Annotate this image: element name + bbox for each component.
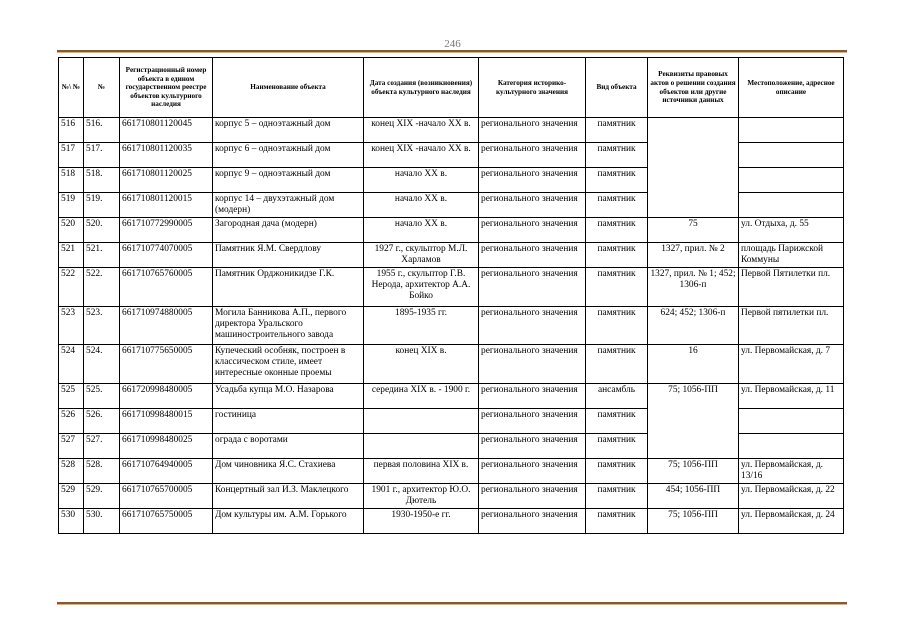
row-creation-date: начало XX в.	[364, 193, 479, 218]
header-object-kind: Вид объекта	[586, 58, 648, 118]
row-legal-acts: 1327, прил. № 1; 452; 1306-п	[648, 268, 739, 307]
row-object-name: корпус 9 – одноэтажный дом	[213, 168, 364, 193]
header-rule	[57, 50, 847, 53]
row-reg-number: 661710774070005	[120, 243, 213, 268]
row-creation-date: 1955 г., скульптор Г.В. Нерода, архитектор А.А. Бойко	[364, 268, 479, 307]
row-creation-date: 1895-1935 гг.	[364, 307, 479, 345]
row-object-kind: памятник	[586, 459, 648, 484]
row-idx: 529	[59, 484, 84, 509]
row-idx: 526	[59, 409, 84, 434]
row-legal-acts: 1327, прил. № 2	[648, 243, 739, 268]
row-num: 528.	[84, 459, 120, 484]
row-object-name: Купеческий особняк, построен в классическом стиле, имеет интересные оконные проемы	[213, 345, 364, 384]
table-row	[59, 268, 844, 307]
row-reg-number: 661710764940005	[120, 459, 213, 484]
row-location: ул. Первомайская, д. 24	[739, 509, 844, 534]
page-number: 246	[444, 38, 461, 50]
table-row	[59, 484, 844, 509]
row-category: регионального значения	[479, 118, 586, 143]
row-idx: 516	[59, 118, 84, 143]
header-num: №	[84, 58, 120, 118]
row-legal-acts: 454; 1056-ПП	[648, 484, 739, 509]
header-creation-date: Дата создания (возникновения) объекта культурного наследия	[364, 58, 479, 118]
row-creation-date: 1927 г., скульптор М.Л. Харламов	[364, 243, 479, 268]
row-reg-number: 661710801120035	[120, 143, 213, 168]
row-num: 526.	[84, 409, 120, 434]
row-idx: 518	[59, 168, 84, 193]
row-reg-number: 661710974880005	[120, 307, 213, 345]
row-location: площадь Парижской Коммуны	[739, 243, 844, 268]
row-object-kind: памятник	[586, 193, 648, 218]
row-reg-number: 661710998480025	[120, 434, 213, 459]
row-location	[739, 168, 844, 193]
row-num: 529.	[84, 484, 120, 509]
row-object-name: Памятник Я.М. Свердлову	[213, 243, 364, 268]
row-legal-acts: 75; 1056-ПП	[648, 509, 739, 534]
row-reg-number: 661710801120015	[120, 193, 213, 218]
row-category: регионального значения	[479, 307, 586, 345]
row-object-kind: памятник	[586, 409, 648, 434]
row-idx: 522	[59, 268, 84, 307]
row-idx: 525	[59, 384, 84, 409]
header-row	[59, 58, 844, 118]
row-category: регионального значения	[479, 193, 586, 218]
row-reg-number: 661710775650005	[120, 345, 213, 384]
header-object-name: Наименование объекта	[213, 58, 364, 118]
row-object-kind: памятник	[586, 243, 648, 268]
row-reg-number: 661710801120045	[120, 118, 213, 143]
row-idx: 517	[59, 143, 84, 168]
row-object-name: Дом культуры им. А.М. Горького	[213, 509, 364, 534]
row-creation-date: 1930-1950-е гг.	[364, 509, 479, 534]
row-location: Первой Пятилетки пл.	[739, 268, 844, 307]
row-legal-acts: 75; 1056-ПП	[648, 459, 739, 484]
row-category: регионального значения	[479, 143, 586, 168]
row-location: ул. Первомайская, д. 13/16	[739, 459, 844, 484]
row-category: регионального значения	[479, 409, 586, 434]
row-creation-date: середина XIX в. - 1900 г.	[364, 384, 479, 409]
table-row	[59, 243, 844, 268]
row-location	[739, 143, 844, 168]
header-legal-acts: Реквизиты правовых актов о решении создания объектов или другие источники данных	[648, 58, 739, 118]
row-reg-number: 661710998480015	[120, 409, 213, 434]
row-object-kind: памятник	[586, 434, 648, 459]
row-idx: 519	[59, 193, 84, 218]
row-object-name: ограда с воротами	[213, 434, 364, 459]
table-row	[59, 509, 844, 534]
row-location: ул. Первомайская, д. 7	[739, 345, 844, 384]
row-num: 517.	[84, 143, 120, 168]
row-location: ул. Первомайская, д. 22	[739, 484, 844, 509]
row-category: регионального значения	[479, 345, 586, 384]
row-category: регионального значения	[479, 434, 586, 459]
row-num: 519.	[84, 193, 120, 218]
row-num: 521.	[84, 243, 120, 268]
row-location: ул. Первомайская, д. 11	[739, 384, 844, 409]
row-reg-number: 661710801120025	[120, 168, 213, 193]
row-object-name: корпус 14 – двухэтажный дом (модерн)	[213, 193, 364, 218]
table-row	[59, 118, 844, 143]
row-idx: 523	[59, 307, 84, 345]
row-creation-date: конец XIX в.	[364, 345, 479, 384]
row-category: регионального значения	[479, 484, 586, 509]
row-num: 530.	[84, 509, 120, 534]
row-num: 518.	[84, 168, 120, 193]
row-legal-acts: 75; 1056-ПП	[648, 384, 739, 459]
row-object-name: Дом чиновника Я.С. Стахиева	[213, 459, 364, 484]
row-category: регионального значения	[479, 168, 586, 193]
row-idx: 530	[59, 509, 84, 534]
header-location: Местоположение, адресное описание	[739, 58, 844, 118]
row-object-kind: памятник	[586, 345, 648, 384]
row-creation-date: конец XIX -начало XX в.	[364, 118, 479, 143]
table-row	[59, 218, 844, 243]
row-num: 523.	[84, 307, 120, 345]
row-object-kind: ансамбль	[586, 384, 648, 409]
row-creation-date	[364, 409, 479, 434]
row-object-kind: памятник	[586, 307, 648, 345]
row-creation-date: первая половина XIX в.	[364, 459, 479, 484]
row-object-name: корпус 6 – одноэтажный дом	[213, 143, 364, 168]
row-idx: 521	[59, 243, 84, 268]
row-category: регионального значения	[479, 268, 586, 307]
row-num: 522.	[84, 268, 120, 307]
row-object-name: Могила Банникова А.П., первого директора Уральского машиностроительного завода	[213, 307, 364, 345]
row-object-kind: памятник	[586, 143, 648, 168]
row-location	[739, 193, 844, 218]
row-reg-number: 661720998480005	[120, 384, 213, 409]
row-idx: 527	[59, 434, 84, 459]
row-creation-date: начало XX в.	[364, 168, 479, 193]
row-num: 516.	[84, 118, 120, 143]
row-creation-date: начало XX в.	[364, 218, 479, 243]
row-object-name: корпус 5 – одноэтажный дом	[213, 118, 364, 143]
row-object-kind: памятник	[586, 484, 648, 509]
row-num: 520.	[84, 218, 120, 243]
row-location: ул. Отдыха, д. 55	[739, 218, 844, 243]
row-idx: 524	[59, 345, 84, 384]
table-row	[59, 384, 844, 409]
row-num: 524.	[84, 345, 120, 384]
row-reg-number: 661710765760005	[120, 268, 213, 307]
row-category: регионального значения	[479, 384, 586, 409]
row-category: регионального значения	[479, 243, 586, 268]
header-idx: №\ №	[59, 58, 84, 118]
row-reg-number: 661710765700005	[120, 484, 213, 509]
row-category: регионального значения	[479, 509, 586, 534]
row-object-name: Усадьба купца М.О. Назарова	[213, 384, 364, 409]
row-category: регионального значения	[479, 459, 586, 484]
row-object-kind: памятник	[586, 218, 648, 243]
row-legal-acts: 624; 452; 1306-п	[648, 307, 739, 345]
row-num: 525.	[84, 384, 120, 409]
header-reg-number: Регистрационный номер объекта в едином государственном реестре объектов культурного наследия	[120, 58, 213, 118]
row-location: Первой пятилетки пл.	[739, 307, 844, 345]
table-row	[59, 307, 844, 345]
row-idx: 520	[59, 218, 84, 243]
heritage-registry-table	[58, 57, 844, 534]
row-object-name: Концертный зал И.З. Маклецкого	[213, 484, 364, 509]
row-creation-date: конец XIX -начало XX в.	[364, 143, 479, 168]
row-location	[739, 118, 844, 143]
row-idx: 528	[59, 459, 84, 484]
footer-rule	[57, 602, 847, 605]
row-creation-date: 1901 г., архитектор Ю.О. Дютель	[364, 484, 479, 509]
row-reg-number: 661710765750005	[120, 509, 213, 534]
row-object-kind: памятник	[586, 509, 648, 534]
row-object-kind: памятник	[586, 168, 648, 193]
row-location	[739, 409, 844, 434]
row-object-name: Памятник Орджоникидзе Г.К.	[213, 268, 364, 307]
row-location	[739, 434, 844, 459]
header-category: Категория историко-культурного значения	[479, 58, 586, 118]
row-object-kind: памятник	[586, 268, 648, 307]
row-legal-acts: 16	[648, 345, 739, 384]
row-creation-date	[364, 434, 479, 459]
row-legal-acts	[648, 118, 739, 218]
row-num: 527.	[84, 434, 120, 459]
row-object-name: гостиница	[213, 409, 364, 434]
table-row	[59, 459, 844, 484]
table-row	[59, 345, 844, 384]
row-object-name: Загородная дача (модерн)	[213, 218, 364, 243]
row-legal-acts: 75	[648, 218, 739, 243]
row-object-kind: памятник	[586, 118, 648, 143]
row-reg-number: 661710772990005	[120, 218, 213, 243]
row-category: регионального значения	[479, 218, 586, 243]
